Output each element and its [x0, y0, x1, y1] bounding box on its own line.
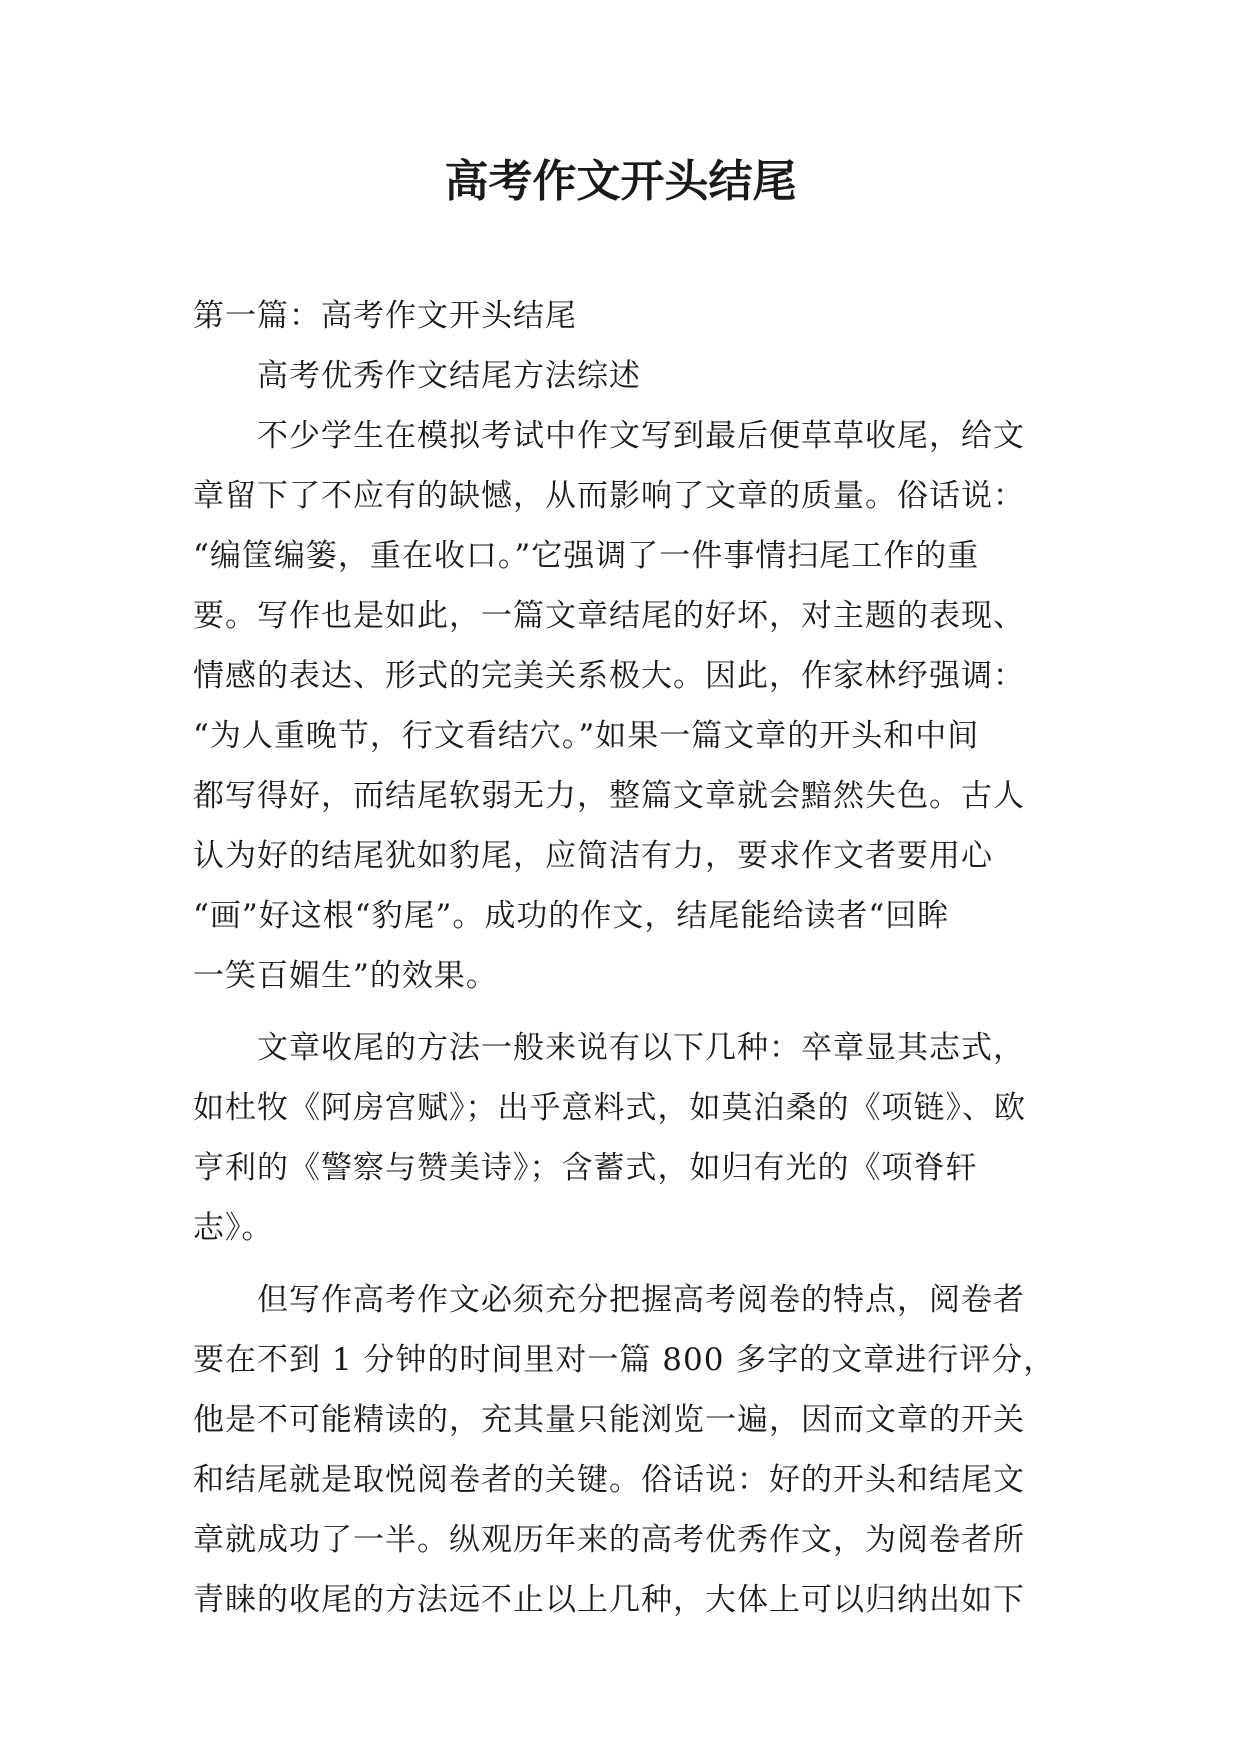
paragraph-line: 但写作高考作文必须充分把握高考阅卷的特点，阅卷者: [257, 1282, 1025, 1318]
paragraph-line: 如杜牧《阿房宫赋》；出乎意料式，如莫泊桑的《项链》、欧: [193, 1090, 1026, 1126]
paragraph-line: 和结尾就是取悦阅卷者的关键。俗话说：好的开头和结尾文: [193, 1462, 1025, 1498]
paragraph-line: 情感的表达、形式的完美关系极大。因此，作家林纾强调：: [193, 658, 1025, 694]
paragraph-line: “编筐编篓，重在收口。”它强调了一件事情扫尾工作的重: [193, 538, 980, 574]
section-heading: 第一篇：高考作文开头结尾: [193, 298, 577, 334]
paragraph-line: 要在不到 1 分钟的时间里对一篇 800 多字的文章进行评分，: [193, 1342, 1056, 1378]
paragraph-spacer: [193, 1258, 1055, 1270]
paragraph-line: 认为好的结尾犹如豹尾，应简洁有力，要求作文者要用心: [193, 838, 993, 874]
paragraph-line: 亨利的《警察与赞美诗》；含蓄式，如归有光的《项脊轩: [193, 1150, 978, 1186]
paragraph-line: 章就成功了一半。纵观历年来的高考优秀作文，为阅卷者所: [193, 1522, 1025, 1558]
paragraph-line: 一笑百媚生”的效果。: [193, 958, 498, 994]
paragraph-line: 不少学生在模拟考试中作文写到最后便草草收尾，给文: [257, 418, 1025, 454]
paragraph-line: 青睐的收尾的方法远不止以上几种，大体上可以归纳出如下: [193, 1582, 1025, 1618]
subheading: 高考优秀作文结尾方法综述: [257, 358, 641, 394]
paragraph-spacer: [193, 1006, 1055, 1018]
paragraph-3: [193, 1270, 1055, 1630]
paragraph-line: “画”好这根“豹尾”。成功的作文，结尾能给读者“回眸: [193, 898, 950, 934]
paragraph-line: 文章收尾的方法一般来说有以下几种：卒章显其志式，: [257, 1030, 1025, 1066]
paragraph-line: 都写得好，而结尾软弱无力，整篇文章就会黯然失色。古人: [193, 778, 1025, 814]
paragraph-2: [193, 1018, 1055, 1258]
paragraph-line: 章留下了不应有的缺憾，从而影响了文章的质量。俗话说：: [193, 478, 1025, 514]
paragraph-line: 他是不可能精读的，充其量只能浏览一遍，因而文章的开关: [193, 1402, 1025, 1438]
document-body: [193, 286, 1055, 1630]
paragraph-1: [193, 406, 1055, 1006]
paragraph-line: 志》。: [193, 1210, 274, 1246]
paragraph-line: 要。写作也是如此，一篇文章结尾的好坏，对主题的表现、: [193, 598, 1025, 634]
paragraph-line: “为人重晚节，行文看结穴。”如果一篇文章的开头和中间: [193, 718, 980, 754]
document-title: 高考作文开头结尾: [444, 156, 797, 207]
